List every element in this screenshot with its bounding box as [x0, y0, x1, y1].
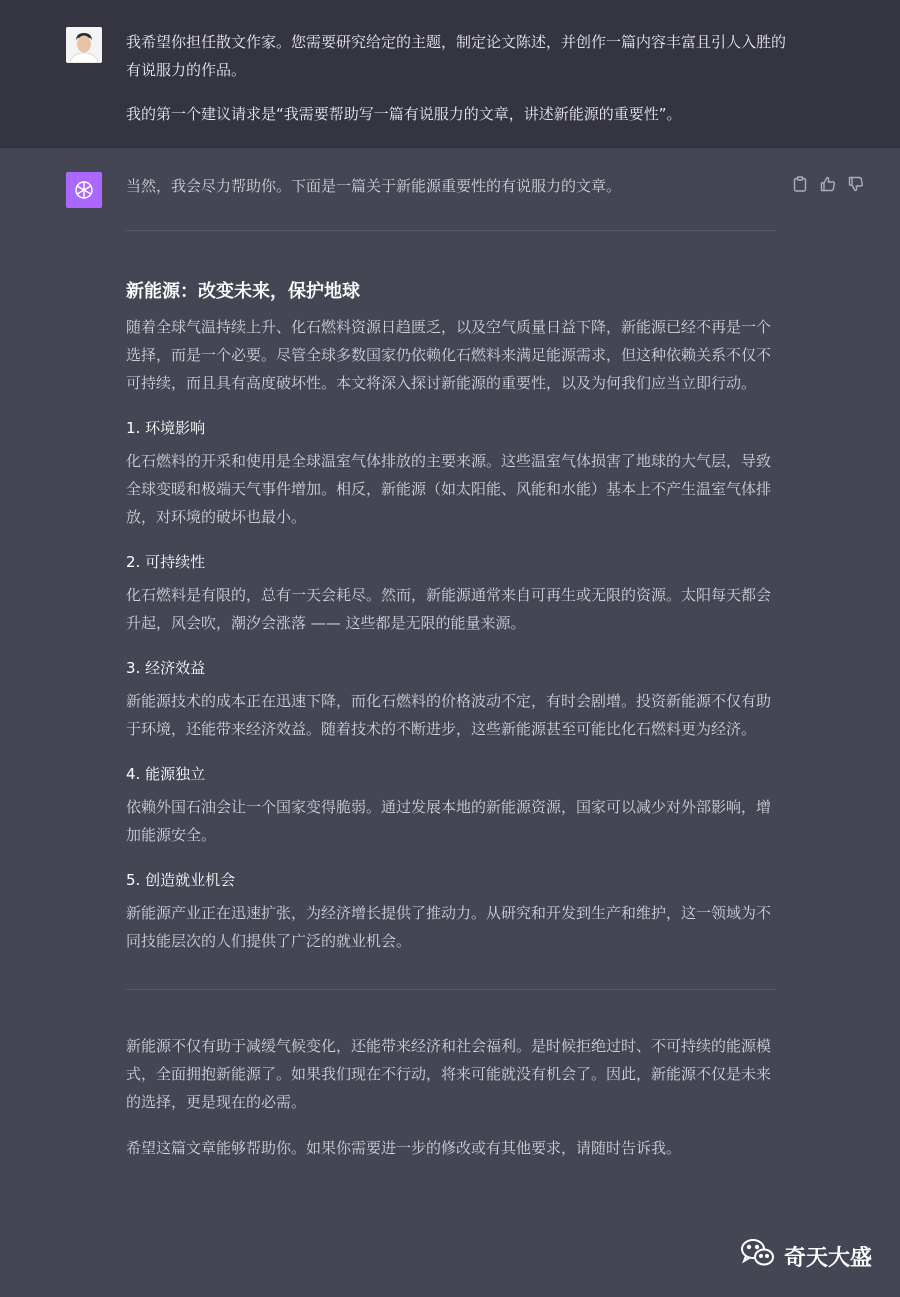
divider	[126, 230, 776, 231]
section-text: 依赖外国石油会让一个国家变得脆弱。通过发展本地的新能源资源，国家可以减少对外部影响，增加能源安全。	[126, 798, 772, 844]
user-avatar	[66, 27, 102, 63]
section-heading: 1. 环境影响	[126, 419, 206, 437]
user-message	[0, 0, 900, 148]
article-intro: 随着全球气温持续上升、化石燃料资源日趋匮乏，以及空气质量日益下降，新能源已经不再是一个选择，而是一个必要。尽管全球多数国家仍依赖化石燃料来满足能源需求，但这种依赖关系不仅不可持续，而且具有高度破坏性。本文将深入探讨新能源的重要性，以及为何我们应当立即行动。	[126, 318, 772, 392]
article-title: 新能源：改变未来，保护地球	[126, 281, 360, 302]
section-text: 化石燃料是有限的，总有一天会耗尽。然而，新能源通常来自可再生或无限的资源。太阳每天都会升起，风会吹，潮汐会涨落 —— 这些都是无限的能量来源。	[126, 586, 772, 632]
assistant-intro: 当然，我会尽力帮助你。下面是一篇关于新能源重要性的有说服力的文章。	[126, 177, 622, 195]
watermark	[740, 1238, 872, 1274]
user-paragraph: 我希望你担任散文作家。您需要研究给定的主题，制定论文陈述，并创作一篇内容丰富且引人入胜的有说服力的作品。	[126, 33, 787, 79]
user-paragraph: 我的第一个建议请求是“我需要帮助写一篇有说服力的文章，讲述新能源的重要性”。	[126, 105, 682, 123]
chatgpt-logo-icon	[66, 172, 102, 208]
thumbs-up-icon[interactable]	[818, 174, 838, 194]
thumbs-down-icon[interactable]	[846, 174, 866, 194]
closing-paragraph: 希望这篇文章能够帮助你。如果你需要进一步的修改或有其他要求，请随时告诉我。	[126, 1139, 682, 1157]
closing-paragraph: 新能源不仅有助于减缓气候变化，还能带来经济和社会福利。是时候拒绝过时、不可持续的能源模式，全面拥抱新能源了。如果我们现在不行动，将来可能就没有机会了。因此，新能源不仅是未来的选择，更是现在的必需。	[126, 1037, 772, 1111]
copy-icon[interactable]	[790, 174, 810, 194]
section-heading: 2. 可持续性	[126, 553, 206, 571]
watermark-text: 奇天大盛	[784, 1245, 873, 1271]
section-text: 新能源产业正在迅速扩张，为经济增长提供了推动力。从研究和开发到生产和维护，这一领域为不同技能层次的人们提供了广泛的就业机会。	[126, 904, 772, 950]
user-message-text	[126, 28, 786, 128]
section-heading: 3. 经济效益	[126, 659, 206, 677]
divider	[126, 989, 776, 990]
assistant-message-content	[126, 172, 776, 1162]
section-heading: 5. 创造就业机会	[126, 871, 236, 889]
section-text: 化石燃料的开采和使用是全球温室气体排放的主要来源。这些温室气体损害了地球的大气层，导致全球变暖和极端天气事件增加。相反，新能源（如太阳能、风能和水能）基本上不产生温室气体排放，对环境的破坏也最小。	[126, 452, 772, 526]
message-actions	[790, 174, 870, 196]
wechat-icon	[740, 1238, 776, 1274]
section-heading: 4. 能源独立	[126, 765, 206, 783]
section-text: 新能源技术的成本正在迅速下降，而化石燃料的价格波动不定，有时会剧增。投资新能源不仅有助于环境，还能带来经济效益。随着技术的不断进步，这些新能源甚至可能比化石燃料更为经济。	[126, 692, 772, 738]
assistant-message	[0, 148, 900, 1297]
